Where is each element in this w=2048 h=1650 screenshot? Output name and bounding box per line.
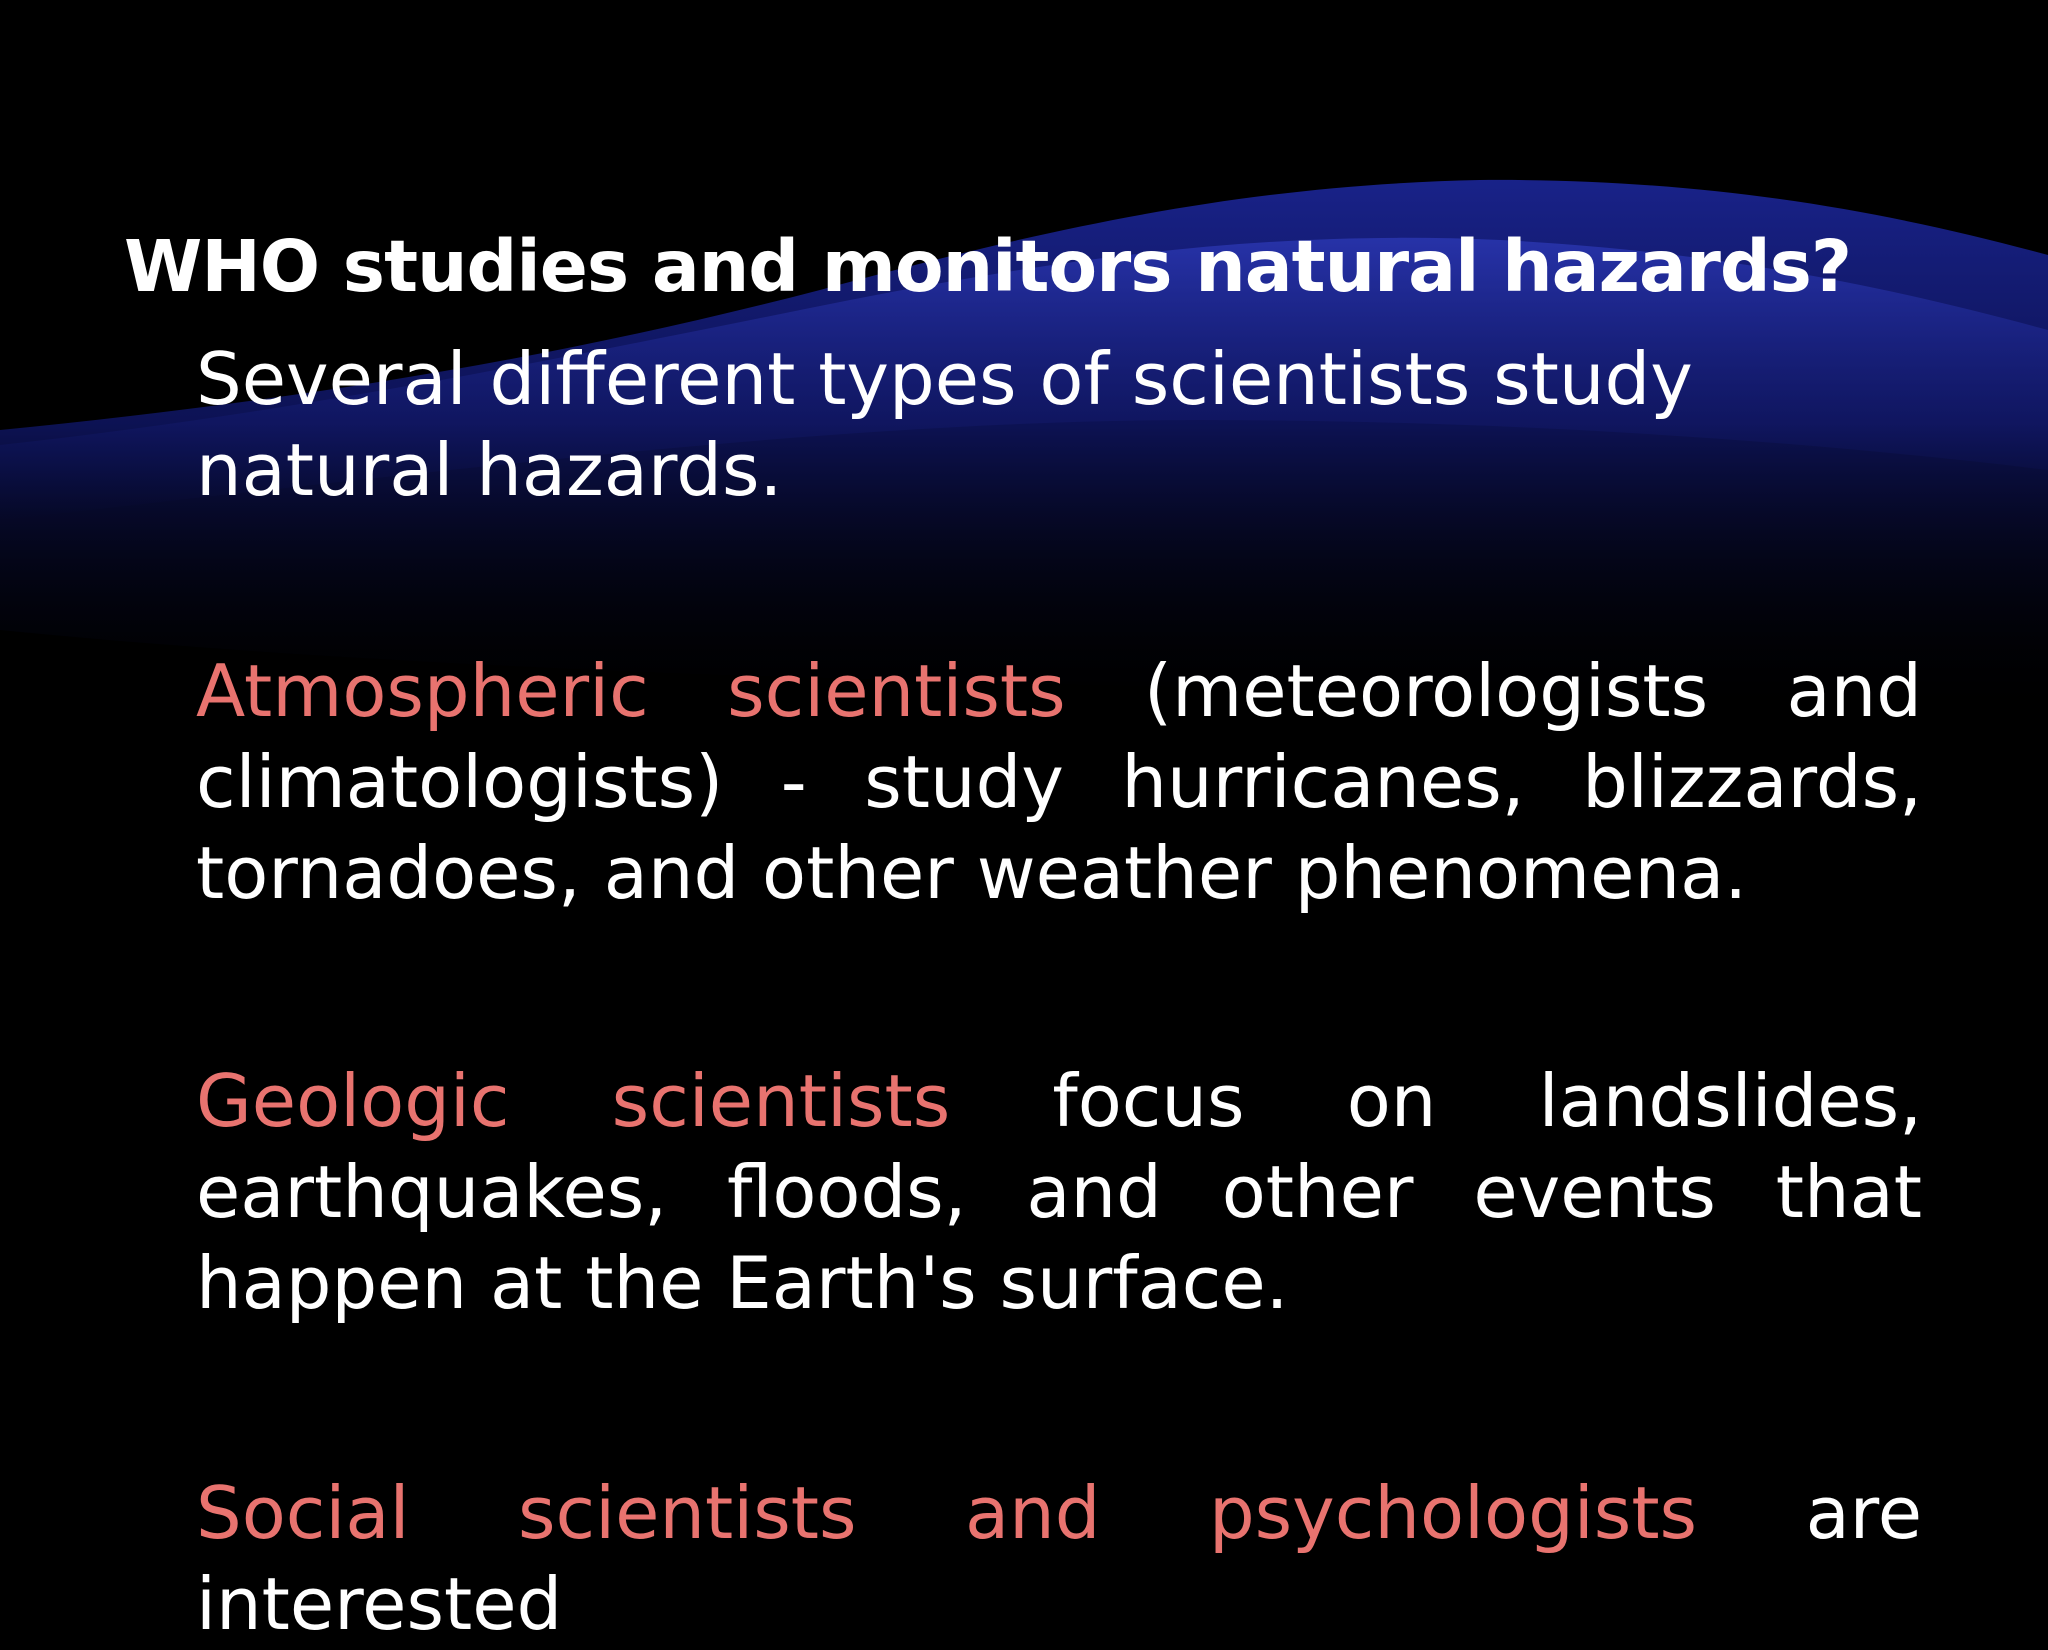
- text-atmospheric: (meteorologists and climatologists) - study hurricanes, blizzards, tornadoes, and other weather phenomena.: [196, 649, 1922, 915]
- intro-paragraph: Several different types of scientists study natural hazards.: [196, 337, 1693, 512]
- paragraph-atmospheric: [196, 646, 1922, 919]
- paragraph-geologic: [196, 1056, 1922, 1329]
- highlight-social-scientists: Social scientists and psychologists: [196, 1471, 1698, 1555]
- text-geologic: focus on landslides, earthquakes, floods, and other events that happen at the Earth's surface.: [196, 1059, 1922, 1325]
- paragraph-social: [196, 1468, 1922, 1650]
- highlight-geologic-scientists: Geologic scientists: [196, 1059, 951, 1143]
- slide-title: WHO studies and monitors natural hazards?: [124, 225, 1852, 308]
- text-social: are interested: [196, 1471, 1922, 1646]
- highlight-atmospheric-scientists: Atmospheric scientists: [196, 649, 1066, 733]
- slide-body: [196, 334, 1922, 1650]
